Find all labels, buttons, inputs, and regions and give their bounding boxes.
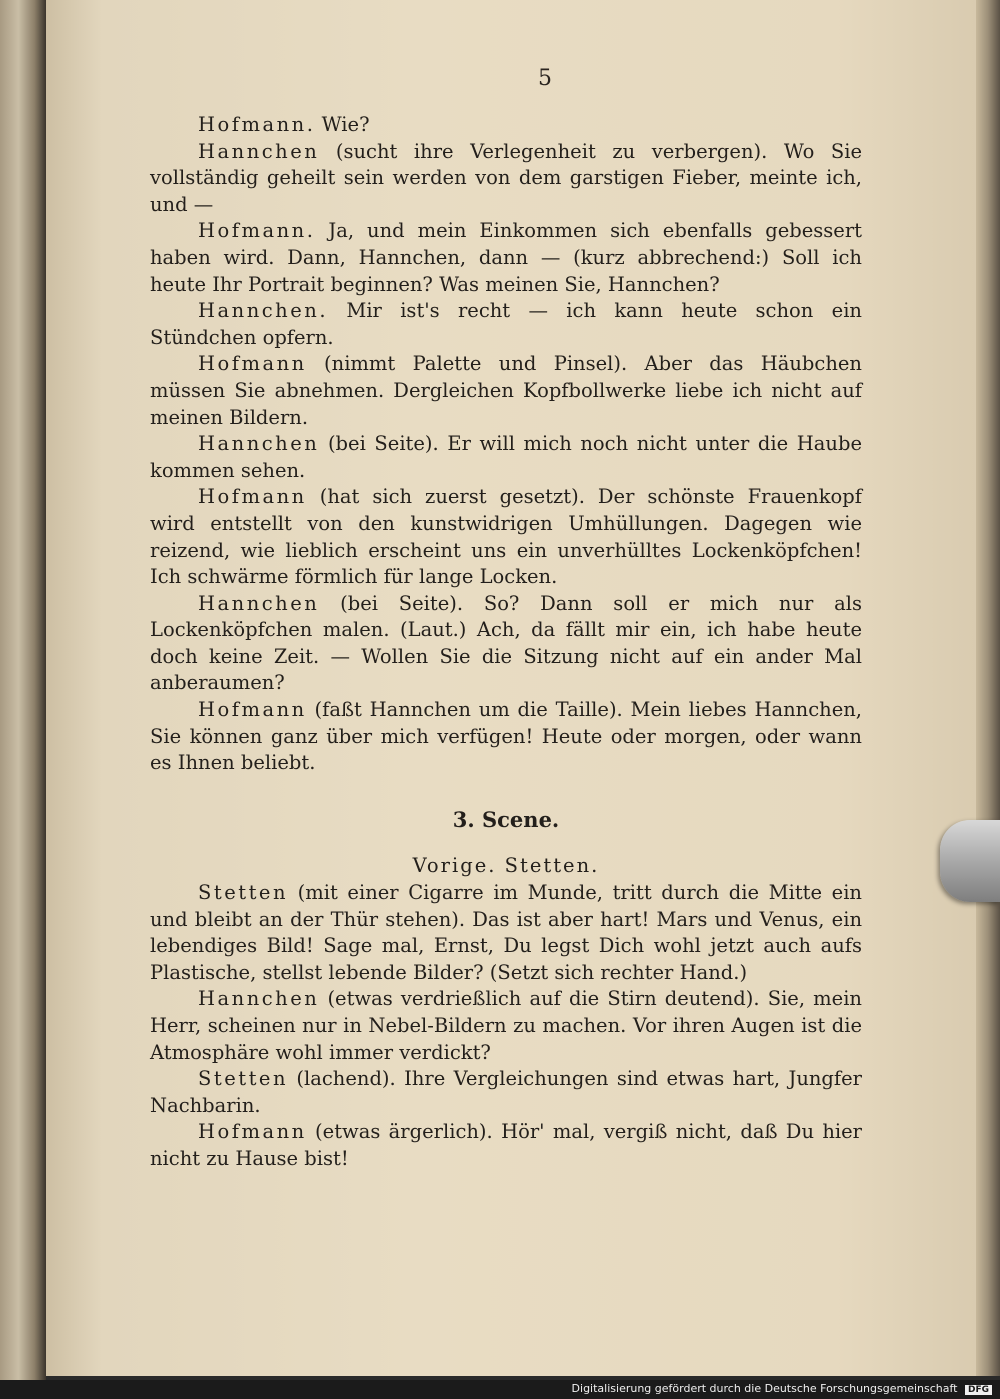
speaker-name: Stetten — [198, 881, 289, 905]
line-text: (etwas ärgerlich). Hör' mal, vergiß nicht, daß Du hier nicht zu Hause bist! — [150, 1120, 862, 1170]
line-text: (bei Seite). So? Dann soll er mich nur als Lockenköpfchen malen. (Laut.) Ach, da fällt mir ein, ich habe heute doch keine Zeit. — Wollen Sie die Sitzung nicht auf ein ander Mal anberaumen? — [150, 591, 862, 695]
speaker-name: Hofmann. — [198, 219, 316, 243]
dialogue-line — [150, 112, 862, 139]
dialogue-line — [150, 1119, 862, 1172]
line-text: Wie? — [315, 113, 370, 136]
page-number: 5 — [538, 66, 552, 91]
book-spine — [0, 0, 46, 1380]
dialogue-line — [150, 697, 862, 777]
digitization-footer — [572, 1382, 992, 1395]
dialogue-line — [150, 484, 862, 590]
line-text: (faßt Hannchen um die Taille). Mein liebes Hannchen, Sie können ganz über mich verfügen! Heute oder morgen, oder wann es Ihnen beliebt. — [150, 698, 862, 775]
dialogue-line — [150, 351, 862, 431]
speaker-name: Hannchen — [198, 987, 320, 1011]
line-text: (etwas verdrießlich auf die Stirn deutend). Sie, mein Herr, scheinen nur in Nebel-Bildern zu machen. Vor ihren Augen ist die Atmosphäre wohl immer verdickt? — [150, 987, 862, 1064]
line-text: (bei Seite). Er will mich noch nicht unter die Haube kommen sehen. — [150, 432, 862, 482]
line-text: (lachend). Ihre Vergleichungen sind etwas hart, Jungfer Nachbarin. — [150, 1067, 862, 1117]
speaker-name: Stetten — [198, 1067, 289, 1091]
speaker-name: Hofmann — [198, 1120, 307, 1144]
dialogue-line — [150, 298, 862, 351]
page-edge — [976, 0, 1000, 1376]
dialogue-line — [150, 139, 862, 219]
speaker-name: Hofmann. — [198, 113, 316, 136]
line-text: (mit einer Cigarre im Munde, tritt durch die Mitte ein und bleibt an der Thür stehen). Das ist aber hart! Mars und Venus, ein lebendiges Bild! Sage mal, Ernst, Du legst Dich wohl jetzt auch aufs Plastische, stellst lebende Bilder? (Setzt sich rechter Hand.) — [150, 881, 862, 984]
line-text: (nimmt Palette und Pinsel). Aber das Häubchen müssen Sie abnehmen. Dergleichen Kopfbollwerke liebe ich nicht auf meinen Bildern. — [150, 352, 862, 429]
line-text: Ja, und mein Einkommen sich ebenfalls gebessert haben wird. Dann, Hannchen, dann — (kurz abbrechend:) Soll ich heute Ihr Portrait beginnen? Was meinen Sie, Hannchen? — [150, 219, 862, 296]
dialogue-line — [150, 218, 862, 298]
speaker-name: Hofmann — [198, 698, 307, 722]
speaker-name: Hannchen — [198, 139, 320, 163]
page-clip — [940, 820, 1000, 902]
dialogue-line — [150, 431, 862, 484]
speaker-name: Hofmann — [198, 352, 307, 376]
dialogue-line — [150, 591, 862, 697]
scene-personae: Vorige. Stetten. — [412, 854, 600, 878]
line-text: (hat sich zuerst gesetzt). Der schönste Frauenkopf wird entstellt von den kunstwidrigen Umhüllungen. Dagegen wie reizend, wie lieblich erscheint uns ein unverhülltes Lockenköpfchen! Ich schwärme förmlich für lange Locken. — [150, 485, 862, 589]
speaker-name: Hannchen — [198, 591, 320, 615]
line-text: Mir ist's recht — ich kann heute schon ein Stündchen opfern. — [150, 299, 862, 349]
body-text — [150, 112, 862, 1173]
dialogue-line — [150, 986, 862, 1066]
footer-credit: Digitalisierung gefördert durch die Deutsche Forschungsgemeinschaft — [571, 1382, 958, 1395]
speaker-name: Hannchen — [198, 432, 320, 456]
speaker-name: Hofmann — [198, 485, 307, 509]
dialogue-line — [150, 880, 862, 986]
dfg-logo: DFG — [965, 1385, 992, 1395]
scene-heading: 3. Scene. — [452, 806, 560, 832]
dialogue-line — [150, 1066, 862, 1119]
speaker-name: Hannchen. — [198, 299, 329, 323]
line-text: (sucht ihre Verlegenheit zu verbergen). Wo Sie vollständig geheilt sein werden von dem garstigen Fieber, meinte ich, und — — [150, 139, 862, 216]
